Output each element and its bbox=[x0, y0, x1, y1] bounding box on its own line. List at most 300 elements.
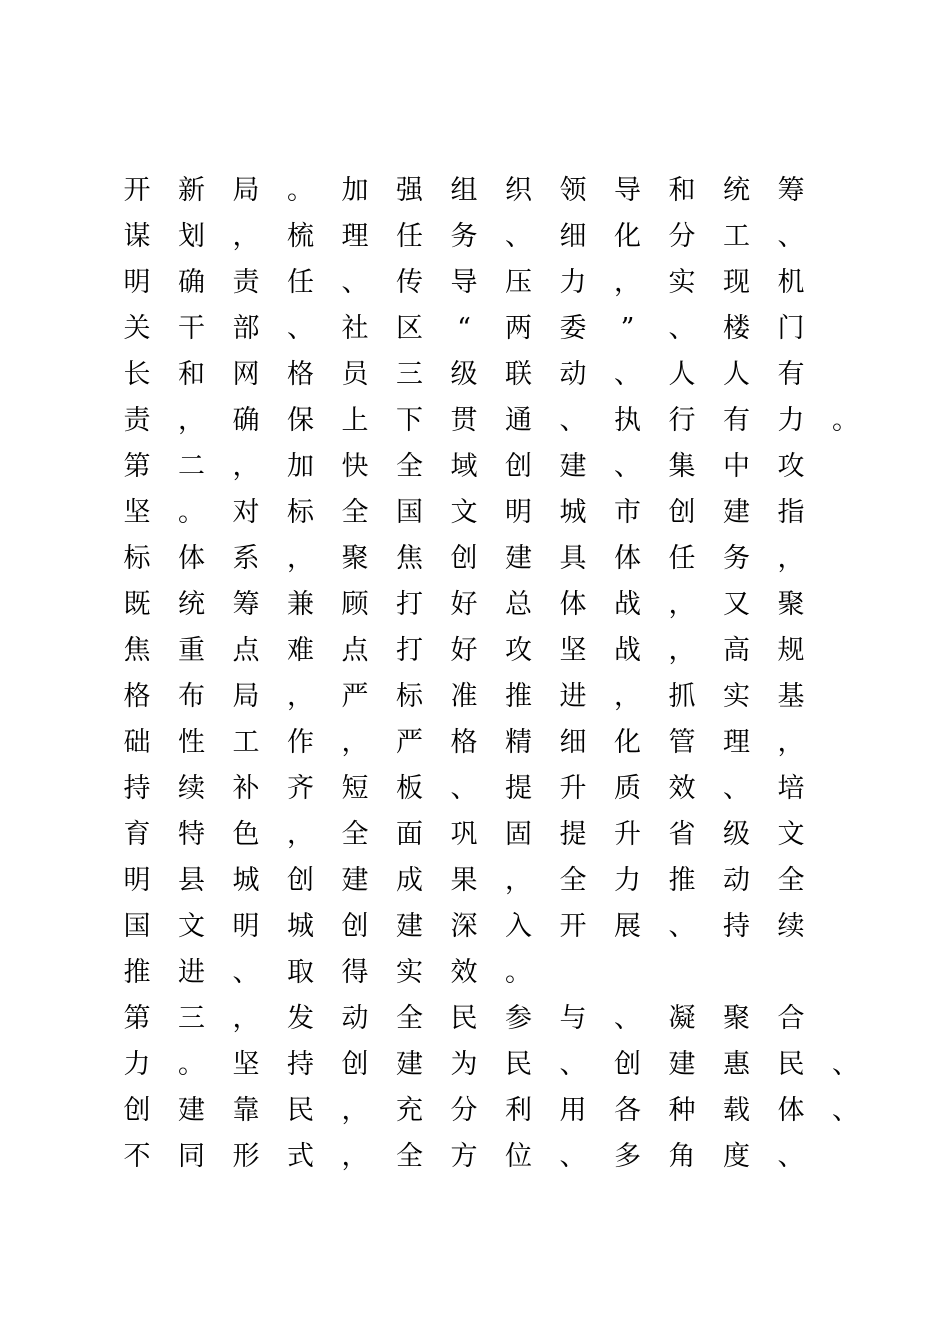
text-char: 高 bbox=[723, 635, 750, 666]
text-char: 力 bbox=[614, 865, 641, 896]
text-char: 导 bbox=[614, 175, 641, 206]
text-char: ， bbox=[668, 589, 696, 620]
text-char: 省 bbox=[668, 819, 696, 850]
text-char: 建 bbox=[396, 1049, 423, 1080]
text-char: 创 bbox=[505, 451, 532, 482]
text-line bbox=[124, 904, 884, 950]
text-char: 管 bbox=[668, 727, 696, 758]
text-char: 。 bbox=[178, 497, 205, 528]
text-char: 社 bbox=[341, 313, 369, 344]
text-line bbox=[124, 490, 884, 536]
text-char: 严 bbox=[396, 727, 423, 758]
text-char: 培 bbox=[777, 773, 805, 804]
text-char: 部 bbox=[232, 313, 260, 344]
text-char: 工 bbox=[723, 221, 750, 252]
text-char: 任 bbox=[668, 543, 696, 574]
text-char: 员 bbox=[341, 359, 369, 390]
text-char: 全 bbox=[559, 865, 587, 896]
text-char: 战 bbox=[614, 635, 641, 666]
text-char: 形 bbox=[232, 1141, 260, 1172]
text-char: 干 bbox=[178, 313, 205, 344]
text-char: 、 bbox=[832, 1049, 859, 1080]
text-char: 效 bbox=[450, 957, 478, 988]
text-char: 国 bbox=[123, 911, 151, 942]
text-char: 战 bbox=[614, 589, 641, 620]
text-char: 提 bbox=[559, 819, 587, 850]
text-char: 集 bbox=[668, 451, 696, 482]
text-char: 织 bbox=[505, 175, 532, 206]
text-char: 、 bbox=[559, 405, 587, 436]
text-char: 全 bbox=[777, 865, 805, 896]
text-char: 面 bbox=[396, 819, 423, 850]
text-char: 升 bbox=[614, 819, 641, 850]
text-char: 全 bbox=[396, 1141, 423, 1172]
text-char: 民 bbox=[505, 1049, 532, 1080]
text-char: 。 bbox=[178, 1049, 205, 1080]
text-char: 焦 bbox=[123, 635, 151, 666]
text-char: 重 bbox=[178, 635, 205, 666]
text-char: 打 bbox=[396, 635, 423, 666]
text-char: ， bbox=[287, 543, 314, 574]
text-char: 联 bbox=[505, 359, 532, 390]
text-line bbox=[124, 1134, 884, 1180]
text-char: 标 bbox=[396, 681, 423, 712]
text-char: 、 bbox=[341, 267, 369, 298]
text-char: 创 bbox=[287, 865, 314, 896]
text-char: ， bbox=[232, 1003, 260, 1034]
text-char: 总 bbox=[505, 589, 532, 620]
text-char: ， bbox=[668, 635, 696, 666]
text-char: 域 bbox=[450, 451, 478, 482]
text-char: 好 bbox=[450, 635, 478, 666]
text-char: 。 bbox=[832, 405, 859, 436]
body-text bbox=[124, 168, 884, 1180]
text-char: 文 bbox=[777, 819, 805, 850]
text-char: 育 bbox=[123, 819, 151, 850]
text-char: 补 bbox=[232, 773, 260, 804]
text-line bbox=[124, 352, 884, 398]
text-char: 明 bbox=[123, 865, 151, 896]
text-char: 齐 bbox=[287, 773, 314, 804]
text-char: 、 bbox=[232, 957, 260, 988]
text-char: 建 bbox=[505, 543, 532, 574]
text-char: 有 bbox=[723, 405, 750, 436]
text-char: 、 bbox=[287, 313, 314, 344]
text-char: 。 bbox=[287, 175, 314, 206]
text-char: ， bbox=[341, 1095, 369, 1126]
text-char: 升 bbox=[559, 773, 587, 804]
text-char: 体 bbox=[614, 543, 641, 574]
text-char: 、 bbox=[668, 911, 696, 942]
text-char: 委 bbox=[559, 313, 587, 344]
text-char: 民 bbox=[777, 1049, 805, 1080]
text-char: 实 bbox=[723, 681, 750, 712]
text-char: 划 bbox=[178, 221, 205, 252]
text-line bbox=[124, 444, 884, 490]
text-char: 贯 bbox=[450, 405, 478, 436]
text-char: 推 bbox=[505, 681, 532, 712]
text-char: 建 bbox=[178, 1095, 205, 1126]
text-char: 进 bbox=[178, 957, 205, 988]
text-line bbox=[124, 628, 884, 674]
text-char: 县 bbox=[178, 865, 205, 896]
text-char: 与 bbox=[559, 1003, 587, 1034]
text-char: 市 bbox=[614, 497, 641, 528]
text-char: 建 bbox=[668, 1049, 696, 1080]
text-char: 凝 bbox=[668, 1003, 696, 1034]
text-line bbox=[124, 582, 884, 628]
text-char: 确 bbox=[232, 405, 260, 436]
text-char: 度 bbox=[723, 1141, 750, 1172]
text-char: 组 bbox=[450, 175, 478, 206]
text-char: 人 bbox=[723, 359, 750, 390]
text-char: ， bbox=[505, 865, 532, 896]
text-char: 全 bbox=[341, 819, 369, 850]
text-char: 力 bbox=[777, 405, 805, 436]
text-char: 抓 bbox=[668, 681, 696, 712]
text-char: 打 bbox=[396, 589, 423, 620]
text-char: 全 bbox=[341, 497, 369, 528]
text-char: 特 bbox=[178, 819, 205, 850]
text-line bbox=[124, 674, 884, 720]
text-char: 创 bbox=[668, 497, 696, 528]
text-char: 全 bbox=[396, 1003, 423, 1034]
text-char: 创 bbox=[341, 1049, 369, 1080]
text-char: 现 bbox=[723, 267, 750, 298]
text-char: 机 bbox=[777, 267, 805, 298]
text-char: 谋 bbox=[123, 221, 151, 252]
text-char: 保 bbox=[287, 405, 314, 436]
text-char: 格 bbox=[123, 681, 151, 712]
text-char: 关 bbox=[123, 313, 151, 344]
text-char: 城 bbox=[232, 865, 260, 896]
text-char: 加 bbox=[287, 451, 314, 482]
text-char: 发 bbox=[287, 1003, 314, 1034]
text-char: 、 bbox=[777, 1141, 805, 1172]
text-char: 网 bbox=[232, 359, 260, 390]
text-char: 基 bbox=[777, 681, 805, 712]
text-char: 中 bbox=[723, 451, 750, 482]
text-line bbox=[124, 858, 884, 904]
text-char: 充 bbox=[396, 1095, 423, 1126]
text-line bbox=[124, 1042, 884, 1088]
text-char: 好 bbox=[450, 589, 478, 620]
text-char: 具 bbox=[559, 543, 587, 574]
text-char: 理 bbox=[341, 221, 369, 252]
text-char: “ bbox=[457, 313, 471, 344]
text-char: 责 bbox=[232, 267, 260, 298]
text-char: 通 bbox=[505, 405, 532, 436]
text-char: 创 bbox=[450, 543, 478, 574]
text-line bbox=[124, 996, 884, 1042]
text-char: ， bbox=[341, 1141, 369, 1172]
text-line bbox=[124, 812, 884, 858]
text-char: 体 bbox=[777, 1095, 805, 1126]
text-char: 入 bbox=[505, 911, 532, 942]
text-char: 推 bbox=[668, 865, 696, 896]
text-char: 工 bbox=[232, 727, 260, 758]
text-char: 得 bbox=[341, 957, 369, 988]
text-char: 实 bbox=[396, 957, 423, 988]
text-char: 多 bbox=[614, 1141, 641, 1172]
text-char: 色 bbox=[232, 819, 260, 850]
text-line bbox=[124, 1088, 884, 1134]
text-char: 进 bbox=[559, 681, 587, 712]
text-char: 任 bbox=[396, 221, 423, 252]
text-char: 为 bbox=[450, 1049, 478, 1080]
text-char: 文 bbox=[178, 911, 205, 942]
text-char: 同 bbox=[178, 1141, 205, 1172]
text-char: 靠 bbox=[232, 1095, 260, 1126]
text-char: 、 bbox=[614, 1003, 641, 1034]
text-char: 聚 bbox=[777, 589, 805, 620]
text-char: 效 bbox=[668, 773, 696, 804]
text-char: 细 bbox=[559, 727, 587, 758]
text-char: 力 bbox=[123, 1049, 151, 1080]
text-char: 民 bbox=[450, 1003, 478, 1034]
text-char: 开 bbox=[123, 175, 151, 206]
text-char: 分 bbox=[668, 221, 696, 252]
text-char: 筹 bbox=[232, 589, 260, 620]
text-char: 布 bbox=[178, 681, 205, 712]
text-char: 持 bbox=[287, 1049, 314, 1080]
text-char: 固 bbox=[505, 819, 532, 850]
text-char: 第 bbox=[123, 451, 151, 482]
text-char: 板 bbox=[396, 773, 423, 804]
text-char: 文 bbox=[450, 497, 478, 528]
text-char: ， bbox=[287, 681, 314, 712]
text-char: ， bbox=[178, 405, 205, 436]
text-char: 难 bbox=[287, 635, 314, 666]
text-char: 分 bbox=[450, 1095, 478, 1126]
text-line bbox=[124, 214, 884, 260]
text-char: 推 bbox=[123, 957, 151, 988]
text-char: 果 bbox=[450, 865, 478, 896]
text-line bbox=[124, 720, 884, 766]
text-char: 、 bbox=[614, 451, 641, 482]
text-char: 指 bbox=[777, 497, 805, 528]
text-char: 动 bbox=[341, 1003, 369, 1034]
text-char: 坚 bbox=[559, 635, 587, 666]
text-char: ， bbox=[777, 543, 805, 574]
text-char: 规 bbox=[777, 635, 805, 666]
text-char: 压 bbox=[505, 267, 532, 298]
text-char: 式 bbox=[287, 1141, 314, 1172]
text-char: 、 bbox=[559, 1049, 587, 1080]
text-char: 理 bbox=[723, 727, 750, 758]
text-char: 系 bbox=[232, 543, 260, 574]
text-char: 三 bbox=[178, 1003, 205, 1034]
text-char: 严 bbox=[341, 681, 369, 712]
text-char: 性 bbox=[178, 727, 205, 758]
text-char: 利 bbox=[505, 1095, 532, 1126]
text-char: 种 bbox=[668, 1095, 696, 1126]
text-char: ， bbox=[341, 727, 369, 758]
text-char: 点 bbox=[232, 635, 260, 666]
text-line bbox=[124, 536, 884, 582]
text-char: 动 bbox=[559, 359, 587, 390]
text-char: 持 bbox=[723, 911, 750, 942]
text-char: 短 bbox=[341, 773, 369, 804]
text-char: 、 bbox=[505, 221, 532, 252]
text-char: 续 bbox=[777, 911, 805, 942]
text-char: 建 bbox=[396, 911, 423, 942]
text-char: 深 bbox=[450, 911, 478, 942]
text-char: 城 bbox=[287, 911, 314, 942]
text-char: 取 bbox=[287, 957, 314, 988]
text-char: 成 bbox=[396, 865, 423, 896]
text-char: 开 bbox=[559, 911, 587, 942]
text-char: 持 bbox=[123, 773, 151, 804]
text-char: 惠 bbox=[723, 1049, 750, 1080]
text-char: 创 bbox=[614, 1049, 641, 1080]
text-char: 导 bbox=[450, 267, 478, 298]
text-char: ， bbox=[287, 819, 314, 850]
text-char: 确 bbox=[178, 267, 205, 298]
text-line bbox=[124, 766, 884, 812]
text-char: 级 bbox=[723, 819, 750, 850]
text-char: 聚 bbox=[341, 543, 369, 574]
text-char: 细 bbox=[559, 221, 587, 252]
text-char: 建 bbox=[723, 497, 750, 528]
text-char: 作 bbox=[287, 727, 314, 758]
text-char: 化 bbox=[614, 727, 641, 758]
text-char: 攻 bbox=[505, 635, 532, 666]
text-char: 参 bbox=[505, 1003, 532, 1034]
text-line bbox=[124, 260, 884, 306]
text-line bbox=[124, 168, 884, 214]
text-char: 两 bbox=[505, 313, 532, 344]
text-char: 城 bbox=[559, 497, 587, 528]
text-char: 载 bbox=[723, 1095, 750, 1126]
text-char: 建 bbox=[559, 451, 587, 482]
text-char: 下 bbox=[396, 405, 423, 436]
text-char: 体 bbox=[559, 589, 587, 620]
text-char: 标 bbox=[123, 543, 151, 574]
text-char: 标 bbox=[287, 497, 314, 528]
text-char: 第 bbox=[123, 1003, 151, 1034]
text-char: ， bbox=[614, 267, 641, 298]
text-char: 既 bbox=[123, 589, 151, 620]
text-char: 又 bbox=[723, 589, 750, 620]
text-char: ， bbox=[232, 451, 260, 482]
text-line bbox=[124, 306, 884, 352]
text-char: 位 bbox=[505, 1141, 532, 1172]
text-char: 统 bbox=[178, 589, 205, 620]
text-char: 、 bbox=[559, 1141, 587, 1172]
text-char: 合 bbox=[777, 1003, 805, 1034]
text-char: 体 bbox=[178, 543, 205, 574]
text-char: 对 bbox=[232, 497, 260, 528]
text-char: 楼 bbox=[723, 313, 750, 344]
text-char: 和 bbox=[178, 359, 205, 390]
text-char: 础 bbox=[123, 727, 151, 758]
text-char: 任 bbox=[287, 267, 314, 298]
text-char: 国 bbox=[396, 497, 423, 528]
text-char: 建 bbox=[341, 865, 369, 896]
text-char: 坚 bbox=[123, 497, 151, 528]
text-char: 用 bbox=[559, 1095, 587, 1126]
text-char: 明 bbox=[123, 267, 151, 298]
text-char: 传 bbox=[396, 267, 423, 298]
text-char: 局 bbox=[232, 681, 260, 712]
text-char: 焦 bbox=[396, 543, 423, 574]
text-char: 强 bbox=[396, 175, 423, 206]
text-char: 精 bbox=[505, 727, 532, 758]
text-line bbox=[124, 398, 884, 444]
text-char: 门 bbox=[777, 313, 805, 344]
text-char: 兼 bbox=[287, 589, 314, 620]
text-char: 、 bbox=[614, 359, 641, 390]
text-char: 巩 bbox=[450, 819, 478, 850]
text-char: 角 bbox=[668, 1141, 696, 1172]
text-char: 统 bbox=[723, 175, 750, 206]
text-char: 加 bbox=[341, 175, 369, 206]
text-char: 坚 bbox=[232, 1049, 260, 1080]
text-char: 、 bbox=[777, 221, 805, 252]
text-char: 和 bbox=[668, 175, 696, 206]
text-char: 、 bbox=[832, 1095, 859, 1126]
text-char: 、 bbox=[668, 313, 696, 344]
text-char: 人 bbox=[668, 359, 696, 390]
text-char: 梳 bbox=[287, 221, 314, 252]
text-char: 民 bbox=[287, 1095, 314, 1126]
text-char: 点 bbox=[341, 635, 369, 666]
text-char: 方 bbox=[450, 1141, 478, 1172]
text-char: 局 bbox=[232, 175, 260, 206]
text-char: ， bbox=[614, 681, 641, 712]
text-line bbox=[124, 950, 884, 996]
text-char: 各 bbox=[614, 1095, 641, 1126]
text-char: 质 bbox=[614, 773, 641, 804]
text-char: 创 bbox=[341, 911, 369, 942]
text-char: 筹 bbox=[777, 175, 805, 206]
text-char: 创 bbox=[123, 1095, 151, 1126]
text-char: ” bbox=[620, 313, 635, 344]
text-char: 执 bbox=[614, 405, 641, 436]
text-char: 提 bbox=[505, 773, 532, 804]
text-char: 续 bbox=[178, 773, 205, 804]
text-char: 、 bbox=[450, 773, 478, 804]
text-char: 力 bbox=[559, 267, 587, 298]
text-char: 明 bbox=[505, 497, 532, 528]
text-char: 行 bbox=[668, 405, 696, 436]
text-char: 三 bbox=[396, 359, 423, 390]
text-char: 动 bbox=[723, 865, 750, 896]
text-char: ， bbox=[232, 221, 260, 252]
text-char: 全 bbox=[396, 451, 423, 482]
text-char: 格 bbox=[450, 727, 478, 758]
text-char: 明 bbox=[232, 911, 260, 942]
text-char: 区 bbox=[396, 313, 423, 344]
text-char: 责 bbox=[123, 405, 151, 436]
text-char: 化 bbox=[614, 221, 641, 252]
text-char: 上 bbox=[341, 405, 369, 436]
text-char: 长 bbox=[123, 359, 151, 390]
text-char: 有 bbox=[777, 359, 805, 390]
text-char: 聚 bbox=[723, 1003, 750, 1034]
text-char: 不 bbox=[123, 1141, 151, 1172]
text-char: 新 bbox=[178, 175, 205, 206]
text-char: 准 bbox=[450, 681, 478, 712]
text-char: 务 bbox=[723, 543, 750, 574]
text-char: 务 bbox=[450, 221, 478, 252]
text-char: 实 bbox=[668, 267, 696, 298]
text-char: 格 bbox=[287, 359, 314, 390]
text-char: 级 bbox=[450, 359, 478, 390]
text-char: 二 bbox=[178, 451, 205, 482]
text-char: 快 bbox=[341, 451, 369, 482]
